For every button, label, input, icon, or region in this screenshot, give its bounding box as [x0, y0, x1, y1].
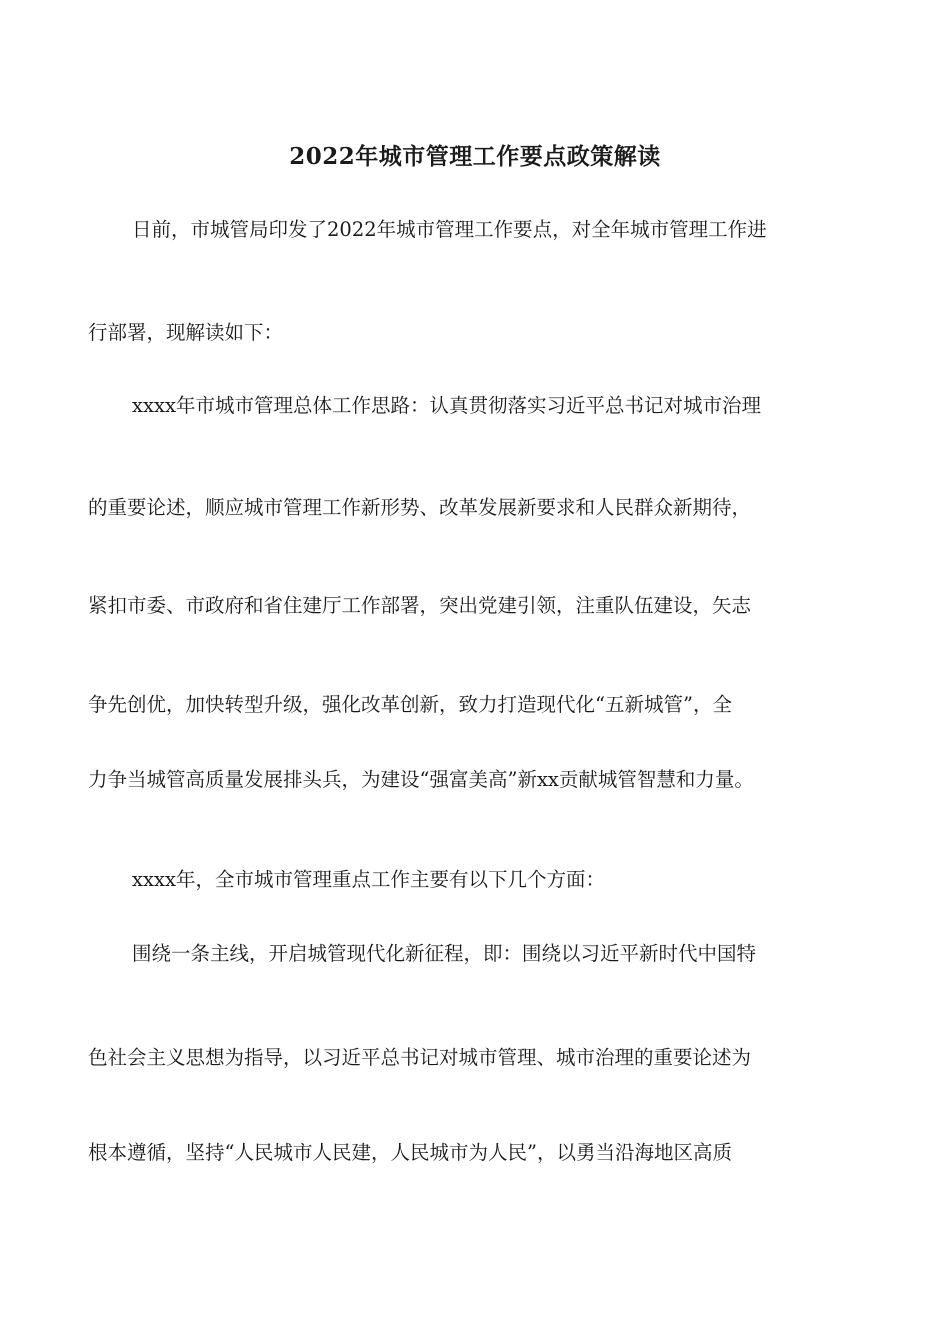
paragraph-line: 日前，市城管局印发了2022年城市管理工作要点，对全年城市管理工作进 [132, 218, 767, 241]
paragraph-line: 的重要论述，顺应城市管理工作新形势、改革发展新要求和人民群众新期待， [88, 496, 752, 519]
paragraph-line: 争先创优，加快转型升级，强化改革创新，致力打造现代化“五新城管”，全 [88, 693, 732, 716]
paragraph-line: 色社会主义思想为指导，以习近平总书记对城市管理、城市治理的重要论述为 [88, 1046, 752, 1069]
paragraph-line: xxxx年市城市管理总体工作思路：认真贯彻落实习近平总书记对城市治理 [132, 394, 761, 417]
paragraph-line: 紧扣市委、市政府和省住建厅工作部署，突出党建引领，注重队伍建设，矢志 [88, 594, 752, 617]
document-title: 2022年城市管理工作要点政策解读 [289, 143, 661, 170]
paragraph-line: 围绕一条主线，开启城管现代化新征程，即：围绕以习近平新时代中国特 [132, 942, 757, 965]
paragraph-line: 力争当城管高质量发展排头兵，为建设“强富美高”新xx贡献城管智慧和力量。 [88, 768, 754, 791]
paragraph-line: 行部署，现解读如下： [88, 321, 284, 344]
paragraph-line: xxxx年，全市城市管理重点工作主要有以下几个方面： [132, 868, 605, 891]
paragraph-line: 根本遵循，坚持“人民城市人民建，人民城市为人民”，以勇当沿海地区高质 [88, 1141, 732, 1164]
